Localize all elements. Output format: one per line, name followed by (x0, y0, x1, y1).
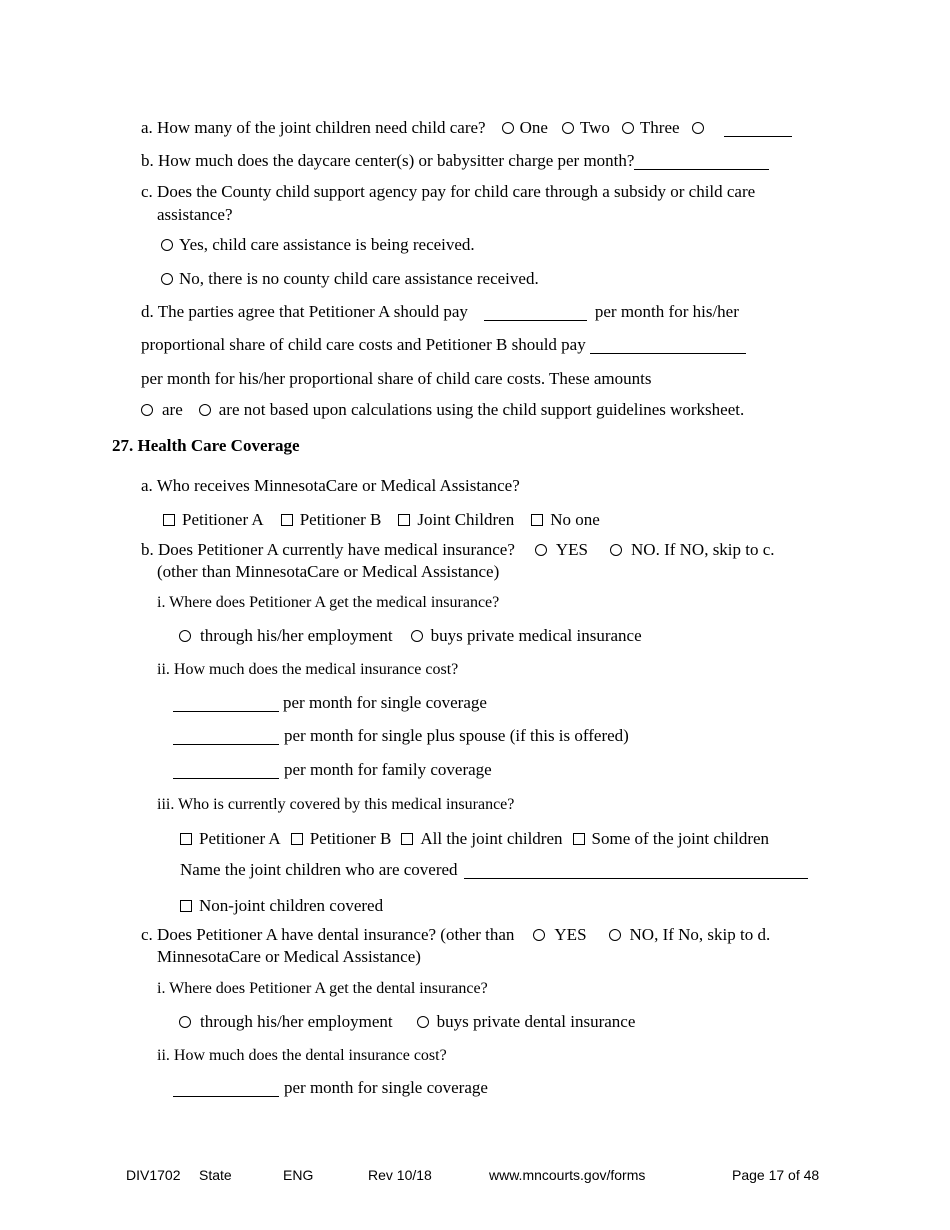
q27c-row (141, 925, 770, 945)
q27a-label-petitioner-a: Petitioner A (182, 510, 264, 529)
q27b-yes-label: YES (555, 540, 589, 559)
q27b-i-options-row (179, 626, 642, 646)
q26b-row (141, 151, 769, 171)
q27c-ii-single-field[interactable] (173, 1079, 279, 1097)
q27c-no-label: NO, If No, skip to d. (629, 925, 771, 944)
q27c-yes-radio[interactable] (533, 929, 545, 941)
q27b-ii-single-field[interactable] (173, 694, 279, 712)
q27c-ii-single-label: per month for single coverage (284, 1078, 488, 1097)
q27b-ii-question: ii. How much does the medical insurance cost? (157, 661, 459, 678)
q27b-i-private-label: buys private medical insurance (430, 626, 642, 645)
q27b-iii-label-petitioner-a: Petitioner A (199, 829, 281, 848)
q27b-iii-label-nonjoint: Non-joint children covered (199, 896, 384, 915)
footer-language: ENG (283, 1167, 314, 1183)
q27b-iii-options-row (180, 829, 769, 849)
q26d-row1 (141, 302, 739, 322)
q27b-i-employment-radio[interactable] (179, 630, 191, 642)
q26d-text-2: per month for his/her (594, 302, 739, 321)
q27-heading: 27. Health Care Coverage (112, 436, 300, 455)
q27c-i-private-radio[interactable] (417, 1016, 429, 1028)
q26d-are-row (141, 400, 744, 420)
q26c-no-label: No, there is no county child care assistance received. (179, 269, 539, 288)
footer-jurisdiction: State (199, 1167, 232, 1183)
q27a-options-row (163, 510, 600, 530)
q27a-label-joint-children: Joint Children (417, 510, 515, 529)
q27a-label-no-one: No one (550, 510, 600, 529)
q26d-petitioner-b-amount[interactable] (590, 336, 746, 354)
q27b-iii-label-petitioner-b: Petitioner B (309, 829, 392, 848)
q27b-iii-check-petitioner-b[interactable] (291, 833, 303, 845)
q26c-question-line1: c. Does the County child support agency pay for child care through a subsidy or child care (141, 182, 756, 201)
q26c-no-radio[interactable] (161, 273, 173, 285)
q27b-iii-label-some-joint: Some of the joint children (591, 829, 770, 848)
q27b-iii-check-all-joint[interactable] (401, 833, 413, 845)
q26d-text-1: d. The parties agree that Petitioner A should pay (141, 302, 468, 321)
q26c-yes-radio[interactable] (161, 239, 173, 251)
q26a-radio-two[interactable] (562, 122, 574, 134)
q27b-row (141, 540, 775, 560)
q27b-question-line1: b. Does Petitioner A currently have medical insurance? (141, 540, 515, 559)
q27b-no-label: NO. If NO, skip to c. (631, 540, 775, 559)
q27a-check-petitioner-b[interactable] (281, 514, 293, 526)
q27b-ii-family-field[interactable] (173, 761, 279, 779)
footer-revision: Rev 10/18 (368, 1167, 432, 1183)
q27b-iii-nonjoint-row (180, 896, 383, 916)
q27b-iii-question: iii. Who is currently covered by this medical insurance? (157, 796, 515, 813)
q27c-question-line2: MinnesotaCare or Medical Assistance) (157, 947, 421, 966)
q26c-yes-row (161, 235, 475, 255)
q27c-i-employment-label: through his/her employment (200, 1012, 393, 1031)
q27b-iii-name-label: Name the joint children who are covered (180, 860, 458, 879)
footer-form-id: DIV1702 (126, 1167, 181, 1183)
q27b-iii-check-nonjoint[interactable] (180, 900, 192, 912)
q27a-check-petitioner-a[interactable] (163, 514, 175, 526)
q27c-i-private-label: buys private dental insurance (436, 1012, 636, 1031)
q27b-ii-single-label: per month for single coverage (283, 693, 487, 712)
q26d-are-not-label: are not based upon calculations using the child support guidelines worksheet. (218, 400, 745, 419)
q27c-yes-label: YES (554, 925, 587, 944)
q27b-ii-family-row (173, 760, 492, 780)
q26c-yes-label: Yes, child care assistance is being received. (179, 235, 475, 254)
q26a-row (141, 118, 792, 138)
q26c-no-row (161, 269, 539, 289)
footer-url[interactable]: www.mncourts.gov/forms (489, 1167, 646, 1183)
q27b-iii-name-field[interactable] (464, 861, 808, 879)
q26c-question-line2: assistance? (157, 205, 233, 224)
q27b-ii-spouse-field[interactable] (173, 727, 279, 745)
q26a-option-one: One (519, 118, 548, 137)
footer-page-number: Page 17 of 48 (732, 1167, 820, 1183)
q26b-charge-field[interactable] (634, 152, 769, 170)
q27b-i-question: i. Where does Petitioner A get the medical insurance? (157, 594, 500, 611)
q26d-text-3: proportional share of child care costs and Petitioner B should pay (141, 335, 586, 354)
q26d-text-4: per month for his/her proportional share of child care costs. These amounts (141, 369, 652, 388)
q27c-i-question: i. Where does Petitioner A get the dental insurance? (157, 980, 488, 997)
q26d-are-not-radio[interactable] (199, 404, 211, 416)
q27b-ii-single-row (173, 693, 487, 713)
q27c-i-employment-radio[interactable] (179, 1016, 191, 1028)
q27b-iii-label-all-joint: All the joint children (420, 829, 563, 848)
q26a-option-three: Three (639, 118, 680, 137)
q27b-no-radio[interactable] (610, 544, 622, 556)
q26a-radio-other[interactable] (692, 122, 704, 134)
q26d-are-radio[interactable] (141, 404, 153, 416)
q27a-question: a. Who receives MinnesotaCare or Medical Assistance? (141, 476, 520, 495)
q26d-row2 (141, 335, 746, 355)
q27b-iii-check-some-joint[interactable] (573, 833, 585, 845)
q26a-option-two: Two (579, 118, 610, 137)
q27c-ii-single-row (173, 1078, 488, 1098)
q26a-other-field[interactable] (724, 119, 792, 137)
q27b-yes-radio[interactable] (535, 544, 547, 556)
q27a-label-petitioner-b: Petitioner B (299, 510, 382, 529)
q27b-ii-spouse-label: per month for single plus spouse (if this is offered) (284, 726, 629, 745)
q27b-i-employment-label: through his/her employment (200, 626, 393, 645)
q27a-check-no-one[interactable] (531, 514, 543, 526)
q27b-iii-check-petitioner-a[interactable] (180, 833, 192, 845)
q26b-question: b. How much does the daycare center(s) or babysitter charge per month? (141, 151, 635, 170)
q27a-check-joint-children[interactable] (398, 514, 410, 526)
q27b-i-private-radio[interactable] (411, 630, 423, 642)
q27c-i-options-row (179, 1012, 635, 1032)
q26a-radio-one[interactable] (502, 122, 514, 134)
q27b-iii-name-row (180, 860, 808, 880)
q27c-no-radio[interactable] (609, 929, 621, 941)
q27b-question-line2: (other than MinnesotaCare or Medical Assistance) (157, 562, 500, 581)
q26a-question: a. How many of the joint children need child care? (141, 118, 486, 137)
q27c-question-line1: c. Does Petitioner A have dental insurance? (other than (141, 925, 515, 944)
q26d-petitioner-a-amount[interactable] (484, 303, 587, 321)
q26d-are-label: are (162, 400, 183, 419)
q26a-radio-three[interactable] (622, 122, 634, 134)
q27b-ii-spouse-row (173, 726, 629, 746)
q27c-ii-question: ii. How much does the dental insurance cost? (157, 1047, 447, 1064)
q27b-ii-family-label: per month for family coverage (284, 760, 492, 779)
